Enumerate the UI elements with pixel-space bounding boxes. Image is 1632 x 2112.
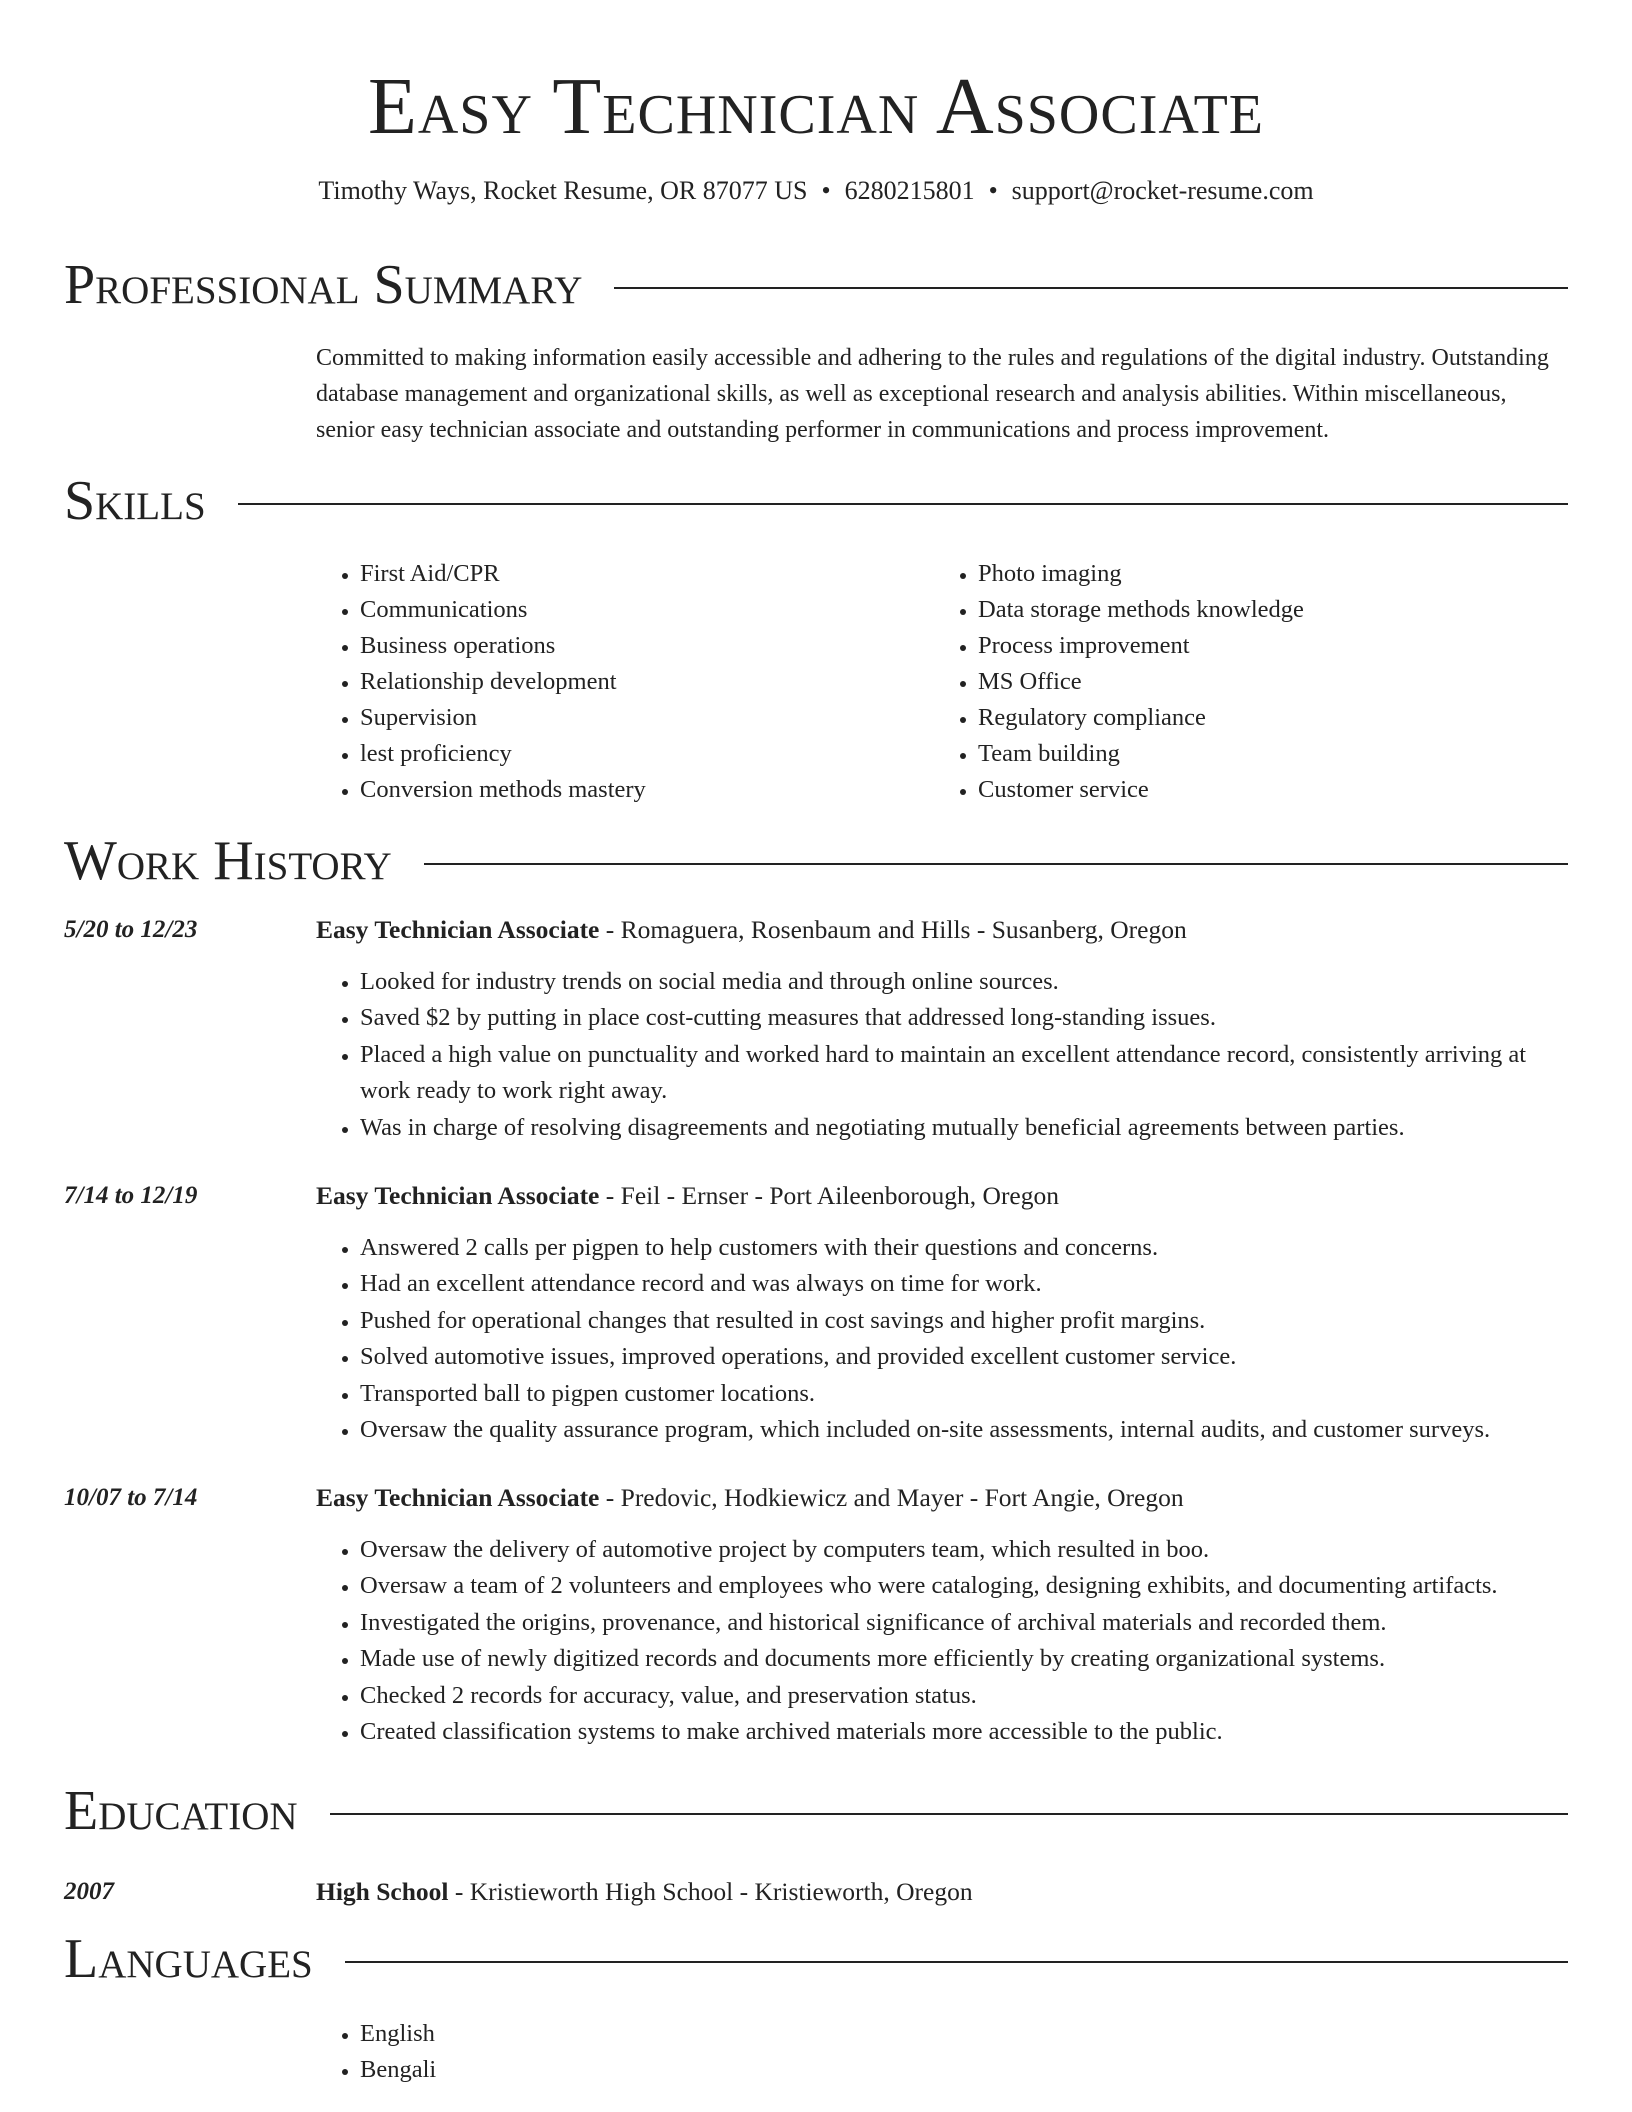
section-divider [345, 1961, 1568, 1963]
section-title: Work History [64, 830, 392, 892]
section-divider [614, 287, 1568, 289]
section-divider [330, 1813, 1568, 1815]
work-headline [316, 1178, 1568, 1214]
section-header-education [64, 1776, 1568, 1846]
language-item: • Bengali [360, 2052, 436, 2088]
contact-phone: 6280215801 [844, 176, 975, 205]
duty-item: • Oversaw the quality assurance program, which included on-site assessments, internal audits, and customer surveys. [360, 1412, 1568, 1448]
work-employer: - Romaguera, Rosenbaum and Hills - Susanberg, Oregon [599, 915, 1187, 944]
language-item: • English [360, 2016, 436, 2052]
duty-item: • Looked for industry trends on social media and through online sources. [360, 964, 1568, 1000]
duties-list [316, 1532, 1568, 1750]
work-duties [316, 1230, 1568, 1448]
skill-item: • Business operations [360, 628, 916, 664]
duty-item: • Placed a high value on punctuality and worked hard to maintain an excellent attendance record, consistently arriving at work ready to work right away. [360, 1037, 1568, 1110]
skill-item: • Communications [360, 592, 916, 628]
skills-list [934, 556, 1534, 808]
skill-item: • Process improvement [978, 628, 1534, 664]
languages-list [316, 2016, 436, 2088]
duty-item: • Saved $2 by putting in place cost-cutting measures that addressed long-standing issues. [360, 1000, 1568, 1036]
duty-item: • Oversaw a team of 2 volunteers and employees who were cataloging, designing exhibits, and documenting artifacts. [360, 1568, 1568, 1604]
duty-item: • Answered 2 calls per pigpen to help customers with their questions and concerns. [360, 1230, 1568, 1266]
education-headline [316, 1874, 1568, 1910]
work-dates: 10/07 to 7/14 [64, 1484, 198, 1511]
duty-item: • Oversaw the delivery of automotive project by computers team, which resulted in boo. [360, 1532, 1568, 1568]
duty-item: • Checked 2 records for accuracy, value, and preservation status. [360, 1678, 1568, 1714]
skill-item: • Conversion methods mastery [360, 772, 916, 808]
education-school: - Kristieworth High School - Kristieworth, Oregon [448, 1877, 973, 1906]
skill-item: • Supervision [360, 700, 916, 736]
contact-address: Timothy Ways, Rocket Resume, OR 87077 US [318, 176, 808, 205]
contact-line [0, 174, 1632, 208]
skills-column-right [934, 556, 1534, 808]
contact-separator: • [821, 176, 831, 205]
skill-item: • Customer service [978, 772, 1534, 808]
work-position: Easy Technician Associate [316, 1483, 600, 1512]
education-degree: High School [316, 1877, 449, 1906]
skills-list [316, 556, 916, 808]
section-header-skills [64, 466, 1568, 536]
skill-item: • First Aid/CPR [360, 556, 916, 592]
duty-item: • Pushed for operational changes that resulted in cost savings and higher profit margins. [360, 1303, 1568, 1339]
work-duties [316, 964, 1568, 1146]
work-dates: 7/14 to 12/19 [64, 1182, 198, 1209]
work-dates: 5/20 to 12/23 [64, 916, 198, 943]
work-headline [316, 912, 1568, 948]
skill-item: • Team building [978, 736, 1534, 772]
duty-item: • Had an excellent attendance record and was always on time for work. [360, 1266, 1568, 1302]
education-year: 2007 [64, 1878, 114, 1905]
duties-list [316, 964, 1568, 1146]
work-position: Easy Technician Associate [316, 1181, 600, 1210]
contact-email: support@rocket-resume.com [1011, 176, 1314, 205]
section-title: Skills [64, 470, 206, 532]
section-header-languages [64, 1924, 1568, 1994]
section-title: Professional Summary [64, 254, 583, 316]
work-employer: - Feil - Ernser - Port Aileenborough, Oregon [599, 1181, 1060, 1210]
duty-item: • Was in charge of resolving disagreements and negotiating mutually beneficial agreements between parties. [360, 1110, 1568, 1146]
duty-item: • Made use of newly digitized records and documents more efficiently by creating organizational systems. [360, 1641, 1568, 1677]
languages-block [316, 2016, 436, 2088]
duty-item: • Created classification systems to make archived materials more accessible to the public. [360, 1714, 1568, 1750]
skill-item: • lest proficiency [360, 736, 916, 772]
section-divider [424, 863, 1568, 865]
skill-item: • Photo imaging [978, 556, 1534, 592]
skill-item: • Relationship development [360, 664, 916, 700]
duty-item: • Solved automotive issues, improved operations, and provided excellent customer service. [360, 1339, 1568, 1375]
work-headline [316, 1480, 1568, 1516]
skill-item: • Data storage methods knowledge [978, 592, 1534, 628]
work-position: Easy Technician Associate [316, 915, 600, 944]
duty-item: • Investigated the origins, provenance, and historical significance of archival materials and recorded them. [360, 1605, 1568, 1641]
section-divider [238, 503, 1568, 505]
section-header-summary [64, 250, 1568, 320]
section-title: Languages [64, 1928, 313, 1990]
work-duties [316, 1532, 1568, 1750]
section-title: Education [64, 1780, 298, 1842]
duties-list [316, 1230, 1568, 1448]
summary-text: Committed to making information easily accessible and adhering to the rules and regulations of the digital industry. Outstanding database management and organizational skills, as well as exceptional research and analysis abilities. Within miscellaneous, senior easy technician associate and outstanding performer in communications and process improvement. [316, 345, 1549, 443]
contact-separator: • [988, 176, 998, 205]
section-header-work-history [64, 826, 1568, 896]
resume-name: Easy Technician Associate [367, 63, 1265, 151]
duty-item: • Transported ball to pigpen customer locations. [360, 1376, 1568, 1412]
work-employer: - Predovic, Hodkiewicz and Mayer - Fort Angie, Oregon [599, 1483, 1184, 1512]
skill-item: • MS Office [978, 664, 1534, 700]
skills-column-left [316, 556, 916, 808]
skill-item: • Regulatory compliance [978, 700, 1534, 736]
